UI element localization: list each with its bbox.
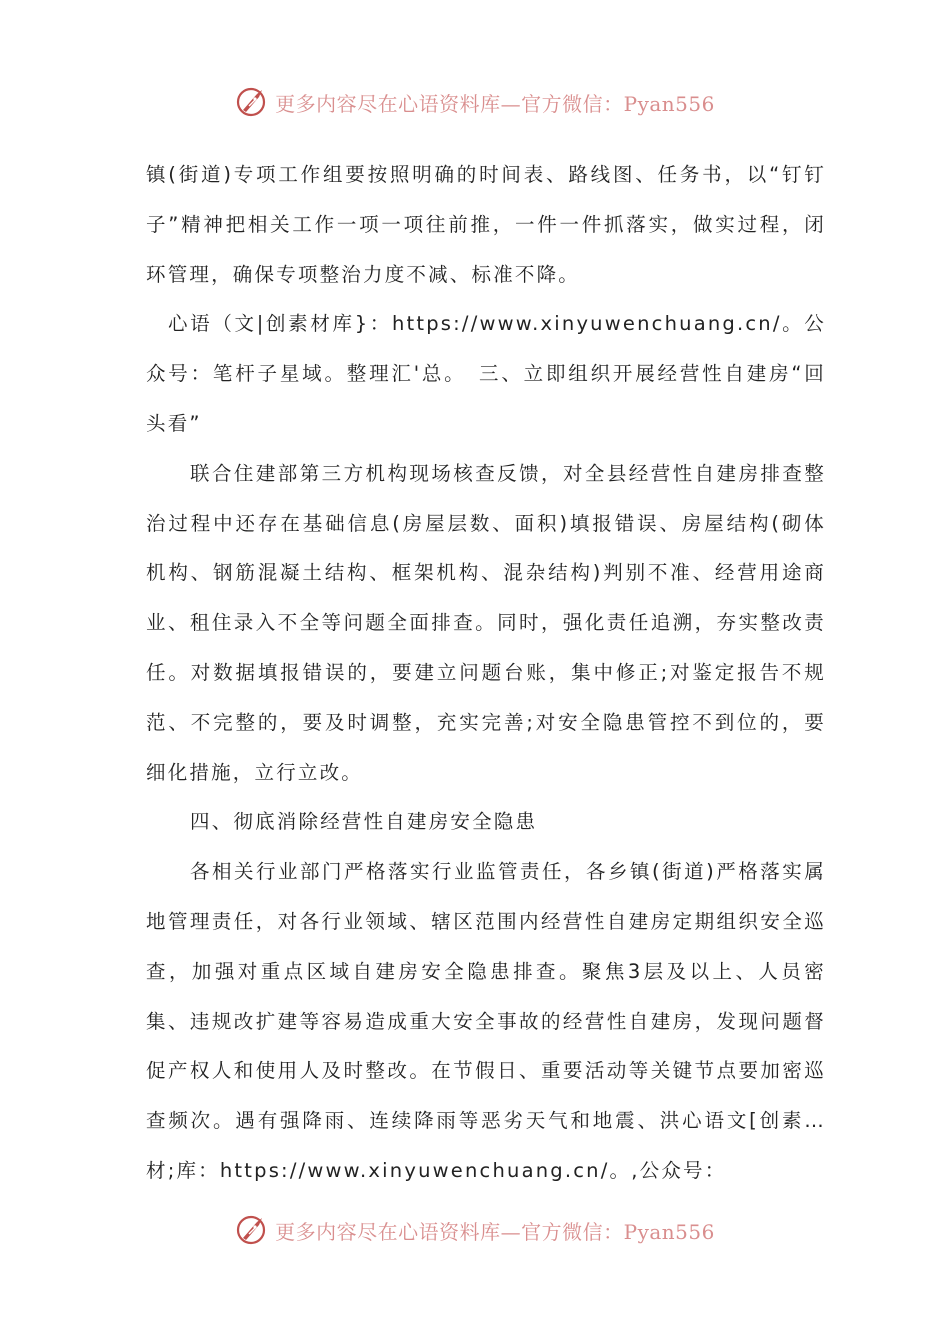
- paragraph-2: 心语（文|创素材库}：https://www.xinyuwenchuang.cn/。公众号：笔杆子星域。整理汇'总。 三、立即组织开展经营性自建房“回头看”: [146, 312, 826, 435]
- paragraph-1: 镇(街道)专项工作组要按照明确的时间表、路线图、任务书，以“钉钉子”精神把相关工作一项一项往前推，一件一件抓落实，做实过程，闭环管理，确保专项整治力度不减、标准不降。: [146, 163, 826, 286]
- document-body: [146, 150, 826, 1196]
- footer-banner: [0, 1210, 950, 1250]
- banner-text: 更多内容尽在心语资料库—官方微信：Pyan556: [275, 91, 715, 116]
- banner-text: 更多内容尽在心语资料库—官方微信：Pyan556: [275, 1219, 715, 1244]
- pen-nib-icon: [235, 1212, 271, 1248]
- paragraph-4: 各相关行业部门严格落实行业监管责任，各乡镇(街道)严格落实属地管理责任，对各行业领域、辖区范围内经营性自建房定期组织安全巡查，加强对重点区域自建房安全隐患排查。聚焦3层及以上、人员密集、违规改扩建等容易造成重大安全事故的经营性自建房，发现问题督促产权人和使用人及时整改。在节假日、重要活动等关键节点要加密巡查频次。遇有强降雨、连续降雨等恶劣天气和地震、洪心语文[创素…材;库：https://www.xinyuwenchuang.cn/。,公众号：: [146, 860, 826, 1182]
- paragraph-3: 联合住建部第三方机构现场核查反馈，对全县经营性自建房排查整治过程中还存在基础信息(房屋层数、面积)填报错误、房屋结构(砌体机构、钢筋混凝土结构、框架机构、混杂结构)判别不准、经营用途商业、租住录入不全等问题全面排查。同时，强化责任追溯，夯实整改责任。对数据填报错误的，要建立问题台账，集中修正;对鉴定报告不规范、不完整的，要及时调整，充实完善;对安全隐患管控不到位的，要细化措施，立行立改。: [146, 461, 826, 784]
- header-banner: [0, 82, 950, 122]
- section-heading: 四、彻底消除经营性自建房安全隐患: [190, 810, 538, 834]
- pen-nib-icon: [235, 84, 271, 120]
